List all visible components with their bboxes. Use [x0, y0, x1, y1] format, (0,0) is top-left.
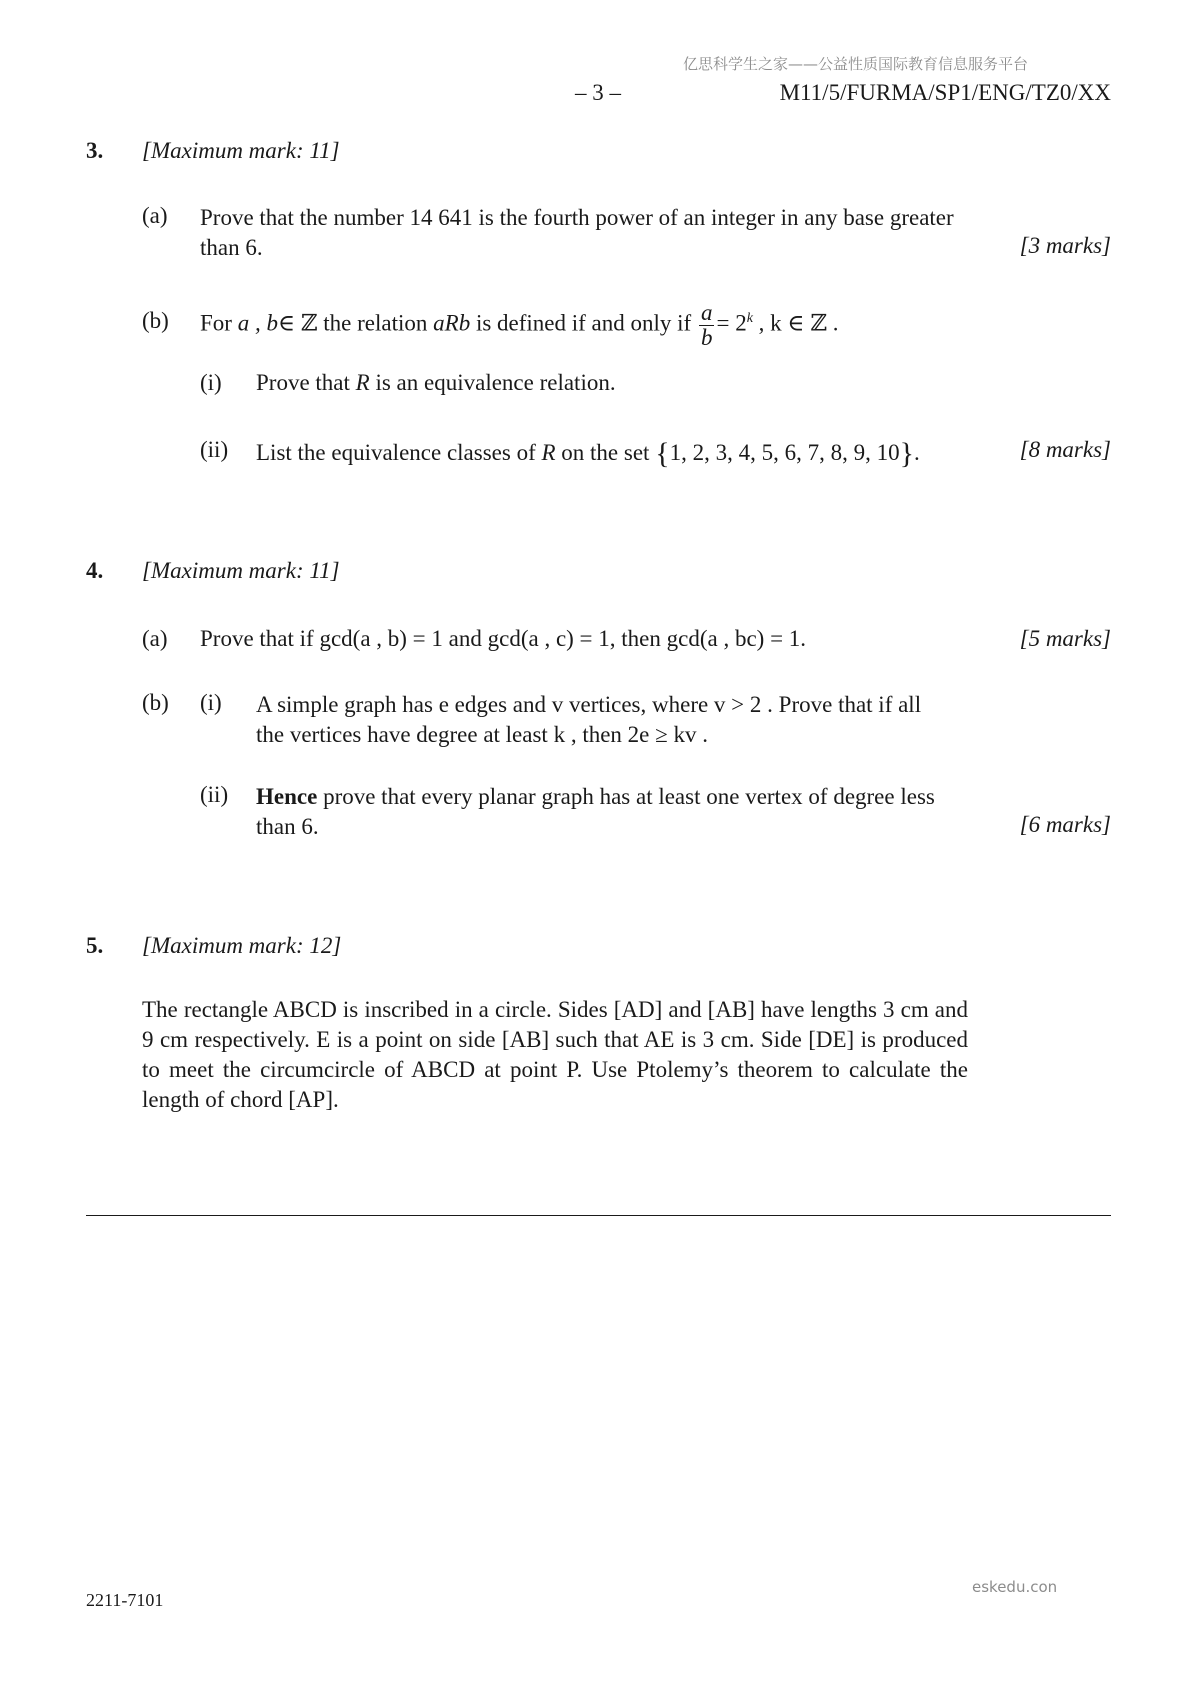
q3b-ii-pre: List the equivalence classes of [256, 440, 536, 465]
question-5-max-mark: [Maximum mark: 12] [142, 933, 342, 958]
q3b-ii-r: R [541, 440, 556, 465]
q3b-i-pre: Prove that [256, 370, 350, 395]
q4b-ii-hence: Hence [256, 784, 318, 809]
question-4-number: 4. [86, 558, 104, 583]
question-4-max-mark: [Maximum mark: 11] [142, 558, 340, 583]
q4a-label: (a) [142, 626, 168, 651]
q5-text: The rectangle ABCD is inscribed in a circle. Sides [AD] and [AB] have lengths 3 cm and 9 cm respectively. E is a point on side [AB] such that AE is 3 cm. Side [DE] is produced to meet the circumcircle of ABCD at point P. Use Ptolemy’s theorem to calculate the length of chord [AP]. [142, 997, 968, 1112]
q4b-ii-line2: than 6. [256, 814, 319, 839]
q3a-marks: [3 marks] [1019, 233, 1111, 258]
q4b-ii-text [256, 782, 968, 842]
q3b-arb: aRb [433, 310, 471, 336]
q3b-i-r: R [355, 370, 370, 395]
watermark-footer: eskedu.con [972, 1578, 1058, 1596]
q4b-label: (b) [142, 690, 169, 715]
q3b-defined: is defined if and only if [475, 310, 692, 336]
q3b-ii-on: on the set [561, 440, 650, 465]
q3b-ii-marks: [8 marks] [1019, 437, 1111, 462]
q3a-text [200, 203, 1026, 263]
q3a-label: (a) [142, 203, 168, 228]
q4b-ii-line1-rest: prove that every planar graph has at least one vertex of degree less [323, 784, 935, 809]
q3b-fraction [699, 301, 715, 350]
q3b-fraction-numerator: a [700, 299, 713, 325]
q3b-i-text [256, 370, 616, 396]
q3b-i-post: is an equivalence relation. [375, 370, 616, 395]
page-number: – 3 – [575, 80, 621, 105]
question-5-number: 5. [86, 933, 104, 958]
q3b-ab: a , b [237, 310, 278, 336]
q4b-i-text [256, 690, 968, 750]
q3b-ii-text: List the equivalence classes of R on the set {1, 2, 3, 4, 5, 6, 7, 8, 9, 10}. [256, 437, 920, 470]
q3a-line1: Prove that the number 14 641 is the fourth power of an integer in any base greater [200, 205, 954, 230]
q4b-i-line1: A simple graph has e edges and v vertices, where v > 2 . Prove that if all [256, 692, 922, 717]
q3a-line2: than 6. [200, 235, 263, 260]
end-rule [86, 1215, 1111, 1216]
q3b-text [200, 295, 839, 350]
q3b-i-label: (i) [200, 370, 222, 395]
paper-code: M11/5/FURMA/SP1/ENG/TZ0/XX [779, 80, 1111, 105]
question-3-max-mark: [Maximum mark: 11] [142, 138, 340, 163]
footer-code: 2211-7101 [86, 1590, 164, 1610]
q3b-label: (b) [142, 308, 169, 333]
q4a-text: Prove that if gcd(a , b) = 1 and gcd(a , c) = 1, then gcd(a , bc) = 1. [200, 626, 807, 651]
q4b-ii-marks: [6 marks] [1019, 812, 1111, 837]
watermark-header: 亿思科学生之家——公益性质国际教育信息服务平台 [683, 55, 1029, 73]
q3b-ii-set: 1, 2, 3, 4, 5, 6, 7, 8, 9, 10 [669, 440, 900, 465]
q3b-for: For [200, 310, 232, 336]
q4b-ii-label: (ii) [200, 782, 229, 807]
q3b-eq: = 2 [716, 310, 747, 336]
q4a-marks: [5 marks] [1019, 626, 1111, 651]
q3b-relation: the relation [323, 310, 428, 336]
q3b-ii-label: (ii) [200, 437, 229, 462]
question-3-number: 3. [86, 138, 104, 163]
q3b-in: ∈ ℤ [277, 310, 318, 336]
q4b-i-line2: the vertices have degree at least k , then 2e ≥ kv . [256, 722, 708, 747]
q4b-i-label: (i) [200, 690, 222, 715]
q3b-k-superscript: k [746, 311, 753, 326]
q3b-fraction-denominator: b [700, 324, 713, 350]
q3b-k-in: , k ∈ ℤ . [758, 310, 839, 336]
